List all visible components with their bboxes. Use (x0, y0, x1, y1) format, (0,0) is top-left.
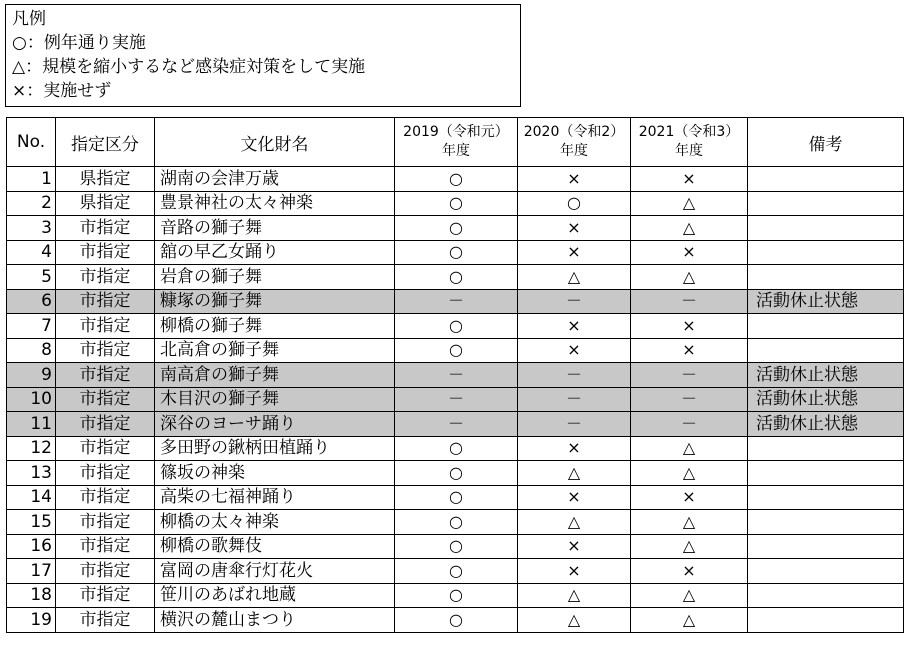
header-designation: 指定区分 (56, 118, 155, 167)
cell-designation: 市指定 (56, 534, 155, 559)
legend-item-not-held: ×：実施せず (12, 81, 112, 101)
cell-designation: 県指定 (56, 167, 155, 192)
cell-status-2019: － (395, 289, 518, 314)
header-2020 (518, 118, 631, 167)
cell-status-2021: △ (631, 583, 748, 608)
cell-no: 16 (7, 534, 56, 559)
cell-status-2020: － (518, 363, 631, 388)
cell-status-2020: × (518, 485, 631, 510)
cell-no: 10 (7, 387, 56, 412)
cell-no: 6 (7, 289, 56, 314)
cell-status-2019: ○ (395, 265, 518, 290)
cell-status-2019: ○ (395, 461, 518, 486)
cell-status-2021: △ (631, 534, 748, 559)
cell-status-2019: ○ (395, 485, 518, 510)
cell-designation: 市指定 (56, 436, 155, 461)
cell-status-2021: × (631, 167, 748, 192)
cell-property-name: 篠坂の神楽 (155, 461, 395, 486)
cell-status-2020: × (518, 167, 631, 192)
cell-note (748, 583, 904, 608)
cell-no: 14 (7, 485, 56, 510)
cell-note (748, 338, 904, 363)
cell-designation: 市指定 (56, 387, 155, 412)
table-row (7, 216, 904, 241)
table-row (7, 240, 904, 265)
cell-status-2019: ○ (395, 534, 518, 559)
table-header-row (7, 118, 904, 167)
cell-designation: 市指定 (56, 240, 155, 265)
cell-status-2021: － (631, 412, 748, 437)
cell-note (748, 608, 904, 633)
cell-status-2021: △ (631, 191, 748, 216)
cell-status-2019: ○ (395, 240, 518, 265)
cell-note: 活動休止状態 (748, 387, 904, 412)
table-row (7, 289, 904, 314)
cell-status-2020: × (518, 240, 631, 265)
cell-no: 12 (7, 436, 56, 461)
header-2021-year: 2021（令和3） (638, 124, 740, 140)
cell-status-2021: △ (631, 608, 748, 633)
cell-status-2019: ○ (395, 608, 518, 633)
cell-status-2019: ○ (395, 338, 518, 363)
cell-no: 9 (7, 363, 56, 388)
header-name: 文化財名 (155, 118, 395, 167)
table-row (7, 534, 904, 559)
legend-title: 凡例 (12, 9, 46, 29)
cell-no: 7 (7, 314, 56, 339)
cell-note (748, 314, 904, 339)
cell-status-2021: △ (631, 265, 748, 290)
cell-designation: 市指定 (56, 412, 155, 437)
cell-property-name: 音路の獅子舞 (155, 216, 395, 241)
cell-status-2020: × (518, 314, 631, 339)
cell-status-2021: － (631, 363, 748, 388)
header-2019 (395, 118, 518, 167)
cell-status-2019: ○ (395, 167, 518, 192)
cell-designation: 市指定 (56, 583, 155, 608)
table-row (7, 436, 904, 461)
table-row (7, 338, 904, 363)
cell-status-2020: × (518, 436, 631, 461)
table-row (7, 583, 904, 608)
cell-status-2021: × (631, 485, 748, 510)
header-2021 (631, 118, 748, 167)
cell-designation: 市指定 (56, 338, 155, 363)
cell-property-name: 高柴の七福神踊り (155, 485, 395, 510)
cell-designation: 市指定 (56, 559, 155, 584)
cell-status-2019: ○ (395, 314, 518, 339)
cell-status-2019: ○ (395, 559, 518, 584)
cell-designation: 県指定 (56, 191, 155, 216)
cell-no: 11 (7, 412, 56, 437)
legend-item-reduced: △：規模を縮小するなど感染症対策をして実施 (12, 57, 366, 77)
cell-note (748, 216, 904, 241)
cell-property-name: 木目沢の獅子舞 (155, 387, 395, 412)
table-row (7, 461, 904, 486)
cell-no: 18 (7, 583, 56, 608)
table-row (7, 314, 904, 339)
cell-no: 4 (7, 240, 56, 265)
cell-designation: 市指定 (56, 363, 155, 388)
cell-property-name: 富岡の唐傘行灯花火 (155, 559, 395, 584)
cultural-properties-table (6, 117, 904, 633)
header-2019-year: 2019（令和元） (403, 124, 509, 140)
table-row (7, 608, 904, 633)
cell-designation: 市指定 (56, 461, 155, 486)
table-row (7, 387, 904, 412)
cell-no: 19 (7, 608, 56, 633)
cell-status-2021: △ (631, 510, 748, 535)
cell-status-2021: － (631, 387, 748, 412)
cell-status-2021: △ (631, 436, 748, 461)
cell-note (748, 510, 904, 535)
cell-status-2019: － (395, 387, 518, 412)
cell-status-2021: × (631, 559, 748, 584)
cell-note (748, 485, 904, 510)
cell-status-2020: × (518, 559, 631, 584)
cell-property-name: 柳橋の歌舞伎 (155, 534, 395, 559)
cell-status-2020: × (518, 534, 631, 559)
cell-property-name: 糠塚の獅子舞 (155, 289, 395, 314)
cell-property-name: 柳橋の獅子舞 (155, 314, 395, 339)
cell-note (748, 265, 904, 290)
cell-property-name: 柳橋の太々神楽 (155, 510, 395, 535)
cell-property-name: 舘の早乙女踊り (155, 240, 395, 265)
cell-status-2021: × (631, 338, 748, 363)
cell-property-name: 多田野の鍬柄田植踊り (155, 436, 395, 461)
cell-note (748, 167, 904, 192)
cell-no: 3 (7, 216, 56, 241)
legend-item-held: ○：例年通り実施 (12, 33, 146, 53)
cell-status-2020: ○ (518, 191, 631, 216)
header-note: 備考 (748, 118, 904, 167)
cell-property-name: 湖南の会津万歳 (155, 167, 395, 192)
cell-note (748, 461, 904, 486)
cell-designation: 市指定 (56, 216, 155, 241)
cell-no: 1 (7, 167, 56, 192)
table-body (7, 167, 904, 633)
header-2020-year: 2020（令和2） (523, 124, 625, 140)
cell-status-2020: △ (518, 265, 631, 290)
table-row (7, 412, 904, 437)
cell-no: 8 (7, 338, 56, 363)
cell-property-name: 深谷のヨーサ踊り (155, 412, 395, 437)
cell-status-2020: × (518, 338, 631, 363)
cell-property-name: 岩倉の獅子舞 (155, 265, 395, 290)
cell-designation: 市指定 (56, 314, 155, 339)
header-2020-unit: 年度 (560, 143, 588, 159)
cell-status-2020: △ (518, 461, 631, 486)
cell-no: 2 (7, 191, 56, 216)
cell-designation: 市指定 (56, 289, 155, 314)
cell-note (748, 240, 904, 265)
cell-status-2021: △ (631, 216, 748, 241)
table-row (7, 363, 904, 388)
cell-status-2020: △ (518, 608, 631, 633)
cell-status-2020: － (518, 289, 631, 314)
cell-note (748, 534, 904, 559)
cell-property-name: 横沢の麓山まつり (155, 608, 395, 633)
cell-status-2021: × (631, 240, 748, 265)
cell-no: 15 (7, 510, 56, 535)
cell-note: 活動休止状態 (748, 289, 904, 314)
cell-status-2021: － (631, 289, 748, 314)
table-row (7, 167, 904, 192)
cell-designation: 市指定 (56, 265, 155, 290)
legend-box (5, 4, 521, 107)
cell-status-2020: △ (518, 583, 631, 608)
table-row (7, 559, 904, 584)
table-row (7, 485, 904, 510)
cell-status-2019: ○ (395, 510, 518, 535)
cell-designation: 市指定 (56, 608, 155, 633)
cell-status-2019: ○ (395, 216, 518, 241)
table-row (7, 510, 904, 535)
cell-property-name: 北高倉の獅子舞 (155, 338, 395, 363)
cell-status-2020: × (518, 216, 631, 241)
cell-status-2019: ○ (395, 191, 518, 216)
cell-status-2019: ○ (395, 583, 518, 608)
cell-status-2020: － (518, 387, 631, 412)
cell-no: 5 (7, 265, 56, 290)
cell-status-2021: × (631, 314, 748, 339)
cell-note: 活動休止状態 (748, 363, 904, 388)
cell-status-2019: ○ (395, 436, 518, 461)
cell-property-name: 豊景神社の太々神楽 (155, 191, 395, 216)
cell-note (748, 436, 904, 461)
table-row (7, 191, 904, 216)
cell-designation: 市指定 (56, 485, 155, 510)
header-2019-unit: 年度 (442, 143, 470, 159)
cell-note (748, 559, 904, 584)
cell-note (748, 191, 904, 216)
cell-status-2020: △ (518, 510, 631, 535)
cell-designation: 市指定 (56, 510, 155, 535)
cell-status-2020: － (518, 412, 631, 437)
header-no: No. (7, 118, 56, 167)
cell-status-2021: △ (631, 461, 748, 486)
cell-status-2019: － (395, 363, 518, 388)
cell-property-name: 笹川のあばれ地蔵 (155, 583, 395, 608)
cell-no: 17 (7, 559, 56, 584)
table-row (7, 265, 904, 290)
cell-no: 13 (7, 461, 56, 486)
cell-note: 活動休止状態 (748, 412, 904, 437)
header-2021-unit: 年度 (675, 143, 703, 159)
cell-property-name: 南高倉の獅子舞 (155, 363, 395, 388)
cell-status-2019: － (395, 412, 518, 437)
